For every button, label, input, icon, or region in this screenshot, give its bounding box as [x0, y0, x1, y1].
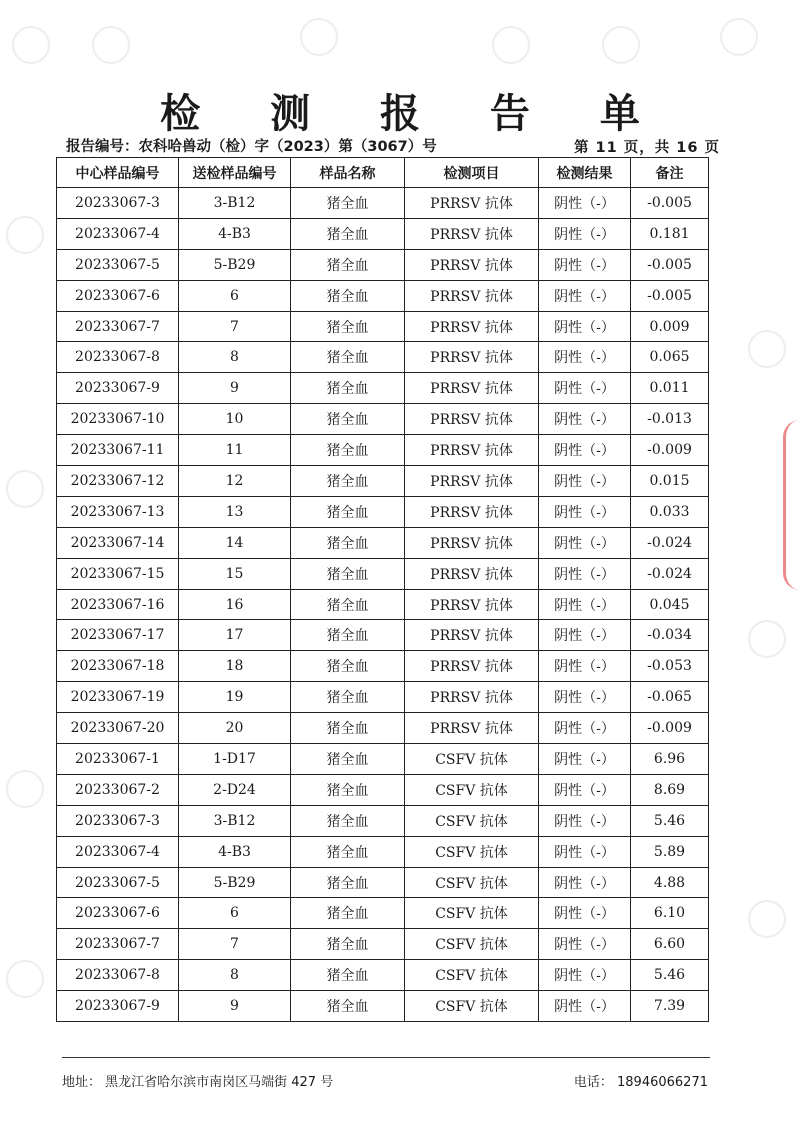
- table-cell: -0.065: [631, 682, 709, 713]
- watermark-icon: [492, 26, 530, 64]
- table-cell: 猪全血: [291, 527, 405, 558]
- table-cell: PRRSV 抗体: [405, 589, 539, 620]
- table-cell: PRRSV 抗体: [405, 249, 539, 280]
- table-cell: 9: [179, 991, 291, 1022]
- table-cell: 14: [179, 527, 291, 558]
- table-cell: 20233067-5: [57, 867, 179, 898]
- table-row: [57, 836, 709, 867]
- table-cell: 猪全血: [291, 404, 405, 435]
- table-cell: CSFV 抗体: [405, 991, 539, 1022]
- table-cell: 猪全血: [291, 991, 405, 1022]
- table-row: [57, 805, 709, 836]
- table-cell: 0.011: [631, 373, 709, 404]
- table-cell: PRRSV 抗体: [405, 435, 539, 466]
- table-cell: 20233067-19: [57, 682, 179, 713]
- watermark-icon: [748, 900, 786, 938]
- table-cell: 0.181: [631, 218, 709, 249]
- table-cell: 阴性（-）: [539, 867, 631, 898]
- table-row: [57, 342, 709, 373]
- table-cell: 20233067-12: [57, 466, 179, 497]
- watermark-icon: [6, 960, 44, 998]
- watermark-icon: [92, 26, 130, 64]
- table-cell: 9: [179, 373, 291, 404]
- table-row: [57, 929, 709, 960]
- table-cell: 4.88: [631, 867, 709, 898]
- table-cell: 16: [179, 589, 291, 620]
- watermark-icon: [748, 330, 786, 368]
- table-cell: 13: [179, 496, 291, 527]
- table-cell: 3-B12: [179, 805, 291, 836]
- table-cell: 阴性（-）: [539, 744, 631, 775]
- table-row: [57, 960, 709, 991]
- table-cell: 阴性（-）: [539, 774, 631, 805]
- table-cell: 阴性（-）: [539, 342, 631, 373]
- footer-phone: 电话： 18946066271: [573, 1075, 708, 1090]
- watermark-icon: [12, 26, 50, 64]
- table-cell: 阴性（-）: [539, 651, 631, 682]
- table-row: [57, 620, 709, 651]
- watermark-icon: [602, 26, 640, 64]
- table-cell: 11: [179, 435, 291, 466]
- col-header: 送检样品编号: [179, 158, 291, 188]
- table-cell: CSFV 抗体: [405, 867, 539, 898]
- table-cell: CSFV 抗体: [405, 744, 539, 775]
- table-cell: 猪全血: [291, 929, 405, 960]
- table-cell: -0.034: [631, 620, 709, 651]
- table-cell: 阴性（-）: [539, 960, 631, 991]
- table-cell: 20233067-5: [57, 249, 179, 280]
- table-cell: 猪全血: [291, 898, 405, 929]
- table-cell: 15: [179, 558, 291, 589]
- table-cell: 20233067-8: [57, 342, 179, 373]
- table-row: [57, 898, 709, 929]
- table-cell: 6: [179, 898, 291, 929]
- table-cell: 6.60: [631, 929, 709, 960]
- table-cell: CSFV 抗体: [405, 805, 539, 836]
- table-header-row: [57, 158, 709, 188]
- table-cell: 6: [179, 280, 291, 311]
- table-cell: 阴性（-）: [539, 620, 631, 651]
- table-cell: 阴性（-）: [539, 373, 631, 404]
- table-cell: 18: [179, 651, 291, 682]
- watermark-icon: [6, 470, 44, 508]
- table-cell: 阴性（-）: [539, 991, 631, 1022]
- table-cell: 8: [179, 342, 291, 373]
- table-cell: 5.46: [631, 960, 709, 991]
- table-row: [57, 188, 709, 219]
- report-number: 报告编号：农科哈兽动（检）字（2023）第（3067）号: [66, 139, 437, 155]
- table-cell: 1-D17: [179, 744, 291, 775]
- table-cell: 猪全血: [291, 435, 405, 466]
- table-cell: CSFV 抗体: [405, 836, 539, 867]
- table-cell: 阴性（-）: [539, 435, 631, 466]
- watermark-icon: [6, 216, 44, 254]
- col-header: 样品名称: [291, 158, 405, 188]
- table-row: [57, 589, 709, 620]
- table-cell: 20233067-6: [57, 280, 179, 311]
- table-cell: 阴性（-）: [539, 496, 631, 527]
- table-cell: -0.005: [631, 280, 709, 311]
- table-cell: 阴性（-）: [539, 589, 631, 620]
- table-row: [57, 558, 709, 589]
- table-cell: 20233067-9: [57, 991, 179, 1022]
- table-cell: 5.89: [631, 836, 709, 867]
- table-cell: PRRSV 抗体: [405, 558, 539, 589]
- table-cell: 阴性（-）: [539, 280, 631, 311]
- table-cell: 2-D24: [179, 774, 291, 805]
- table-cell: 猪全血: [291, 867, 405, 898]
- table-cell: 20233067-20: [57, 713, 179, 744]
- table-cell: CSFV 抗体: [405, 960, 539, 991]
- table-cell: 阴性（-）: [539, 836, 631, 867]
- watermark-icon: [300, 18, 338, 56]
- table-row: [57, 496, 709, 527]
- table-cell: 猪全血: [291, 249, 405, 280]
- watermark-icon: [720, 18, 758, 56]
- table-row: [57, 651, 709, 682]
- table-cell: 阴性（-）: [539, 188, 631, 219]
- table-cell: PRRSV 抗体: [405, 342, 539, 373]
- table-cell: PRRSV 抗体: [405, 466, 539, 497]
- table-cell: 20233067-4: [57, 218, 179, 249]
- table-cell: PRRSV 抗体: [405, 311, 539, 342]
- table-cell: PRRSV 抗体: [405, 188, 539, 219]
- table-cell: 6.96: [631, 744, 709, 775]
- table-cell: 0.009: [631, 311, 709, 342]
- table-cell: 20233067-1: [57, 744, 179, 775]
- table-cell: 20233067-4: [57, 836, 179, 867]
- table-row: [57, 249, 709, 280]
- table-cell: 8.69: [631, 774, 709, 805]
- table-cell: 5-B29: [179, 249, 291, 280]
- table-cell: 20233067-10: [57, 404, 179, 435]
- col-header: 备注: [631, 158, 709, 188]
- table-cell: 猪全血: [291, 218, 405, 249]
- table-cell: 猪全血: [291, 589, 405, 620]
- table-row: [57, 373, 709, 404]
- table-cell: 17: [179, 620, 291, 651]
- table-cell: 猪全血: [291, 558, 405, 589]
- page-info: 第 11 页，共 16 页: [573, 140, 720, 156]
- table-row: [57, 744, 709, 775]
- table-cell: 阴性（-）: [539, 805, 631, 836]
- table-cell: 20233067-18: [57, 651, 179, 682]
- watermark-icon: [748, 620, 786, 658]
- table-cell: PRRSV 抗体: [405, 651, 539, 682]
- table-row: [57, 404, 709, 435]
- table-cell: 阴性（-）: [539, 466, 631, 497]
- table-row: [57, 435, 709, 466]
- table-cell: CSFV 抗体: [405, 774, 539, 805]
- table-cell: 20233067-3: [57, 805, 179, 836]
- table-cell: 3-B12: [179, 188, 291, 219]
- table-cell: CSFV 抗体: [405, 929, 539, 960]
- table-cell: 阴性（-）: [539, 713, 631, 744]
- table-cell: 阴性（-）: [539, 682, 631, 713]
- table-cell: 阴性（-）: [539, 558, 631, 589]
- table-row: [57, 774, 709, 805]
- table-cell: 20233067-15: [57, 558, 179, 589]
- table-cell: PRRSV 抗体: [405, 404, 539, 435]
- table-cell: 阴性（-）: [539, 527, 631, 558]
- table-cell: 0.045: [631, 589, 709, 620]
- table-cell: 阴性（-）: [539, 898, 631, 929]
- table-cell: 猪全血: [291, 651, 405, 682]
- table-cell: 20233067-6: [57, 898, 179, 929]
- table-cell: 猪全血: [291, 836, 405, 867]
- table-cell: 10: [179, 404, 291, 435]
- col-header: 检测项目: [405, 158, 539, 188]
- page-title: 检 测 报 告 单: [160, 91, 668, 137]
- table-cell: 7.39: [631, 991, 709, 1022]
- table-cell: 猪全血: [291, 373, 405, 404]
- footer-divider: [62, 1057, 710, 1058]
- table-row: [57, 867, 709, 898]
- table-cell: 0.065: [631, 342, 709, 373]
- footer-address: 地址： 黑龙江省哈尔滨市南岗区马端街 427 号: [62, 1075, 334, 1090]
- table-cell: -0.005: [631, 188, 709, 219]
- table-row: [57, 991, 709, 1022]
- table-row: [57, 218, 709, 249]
- table-cell: PRRSV 抗体: [405, 713, 539, 744]
- watermark-icon: [6, 770, 44, 808]
- table-cell: 猪全血: [291, 188, 405, 219]
- table-cell: 猪全血: [291, 682, 405, 713]
- table-row: [57, 466, 709, 497]
- table-cell: 20: [179, 713, 291, 744]
- table-cell: -0.013: [631, 404, 709, 435]
- table-cell: 阴性（-）: [539, 311, 631, 342]
- table-cell: 20233067-7: [57, 929, 179, 960]
- table-cell: 猪全血: [291, 713, 405, 744]
- table-cell: -0.005: [631, 249, 709, 280]
- table-cell: 猪全血: [291, 744, 405, 775]
- table-cell: 19: [179, 682, 291, 713]
- table-cell: 20233067-13: [57, 496, 179, 527]
- table-cell: 阴性（-）: [539, 404, 631, 435]
- table-cell: 4-B3: [179, 218, 291, 249]
- table-cell: 7: [179, 311, 291, 342]
- col-header: 中心样品编号: [57, 158, 179, 188]
- table-cell: PRRSV 抗体: [405, 496, 539, 527]
- table-cell: 阴性（-）: [539, 218, 631, 249]
- table-cell: 猪全血: [291, 960, 405, 991]
- table-row: [57, 682, 709, 713]
- table-cell: 6.10: [631, 898, 709, 929]
- table-cell: 20233067-2: [57, 774, 179, 805]
- table-row: [57, 280, 709, 311]
- table-cell: 猪全血: [291, 774, 405, 805]
- table-row: [57, 527, 709, 558]
- table-cell: -0.009: [631, 713, 709, 744]
- red-seal-edge: [783, 420, 800, 590]
- table-cell: PRRSV 抗体: [405, 682, 539, 713]
- col-header: 检测结果: [539, 158, 631, 188]
- table-cell: -0.053: [631, 651, 709, 682]
- table-cell: 猪全血: [291, 496, 405, 527]
- results-table: [56, 157, 709, 1022]
- table-cell: 5.46: [631, 805, 709, 836]
- table-cell: 20233067-14: [57, 527, 179, 558]
- table-cell: 0.015: [631, 466, 709, 497]
- table-cell: 猪全血: [291, 805, 405, 836]
- table-cell: 猪全血: [291, 280, 405, 311]
- table-cell: 4-B3: [179, 836, 291, 867]
- table-cell: PRRSV 抗体: [405, 280, 539, 311]
- table-cell: 猪全血: [291, 342, 405, 373]
- table-row: [57, 311, 709, 342]
- table-cell: 猪全血: [291, 620, 405, 651]
- table-cell: -0.009: [631, 435, 709, 466]
- table-cell: 7: [179, 929, 291, 960]
- table-cell: 阴性（-）: [539, 929, 631, 960]
- table-cell: 20233067-11: [57, 435, 179, 466]
- table-cell: -0.024: [631, 558, 709, 589]
- table-cell: 5-B29: [179, 867, 291, 898]
- table-cell: 20233067-9: [57, 373, 179, 404]
- table-cell: CSFV 抗体: [405, 898, 539, 929]
- table-cell: PRRSV 抗体: [405, 620, 539, 651]
- table-cell: 8: [179, 960, 291, 991]
- table-cell: 12: [179, 466, 291, 497]
- table-cell: 猪全血: [291, 466, 405, 497]
- table-cell: 阴性（-）: [539, 249, 631, 280]
- table-cell: PRRSV 抗体: [405, 218, 539, 249]
- table-cell: 20233067-8: [57, 960, 179, 991]
- table-cell: -0.024: [631, 527, 709, 558]
- table-cell: 20233067-16: [57, 589, 179, 620]
- table-cell: PRRSV 抗体: [405, 373, 539, 404]
- table-cell: 20233067-17: [57, 620, 179, 651]
- table-cell: 20233067-3: [57, 188, 179, 219]
- table-cell: 0.033: [631, 496, 709, 527]
- table-row: [57, 713, 709, 744]
- table-cell: 20233067-7: [57, 311, 179, 342]
- table-cell: 猪全血: [291, 311, 405, 342]
- table-cell: PRRSV 抗体: [405, 527, 539, 558]
